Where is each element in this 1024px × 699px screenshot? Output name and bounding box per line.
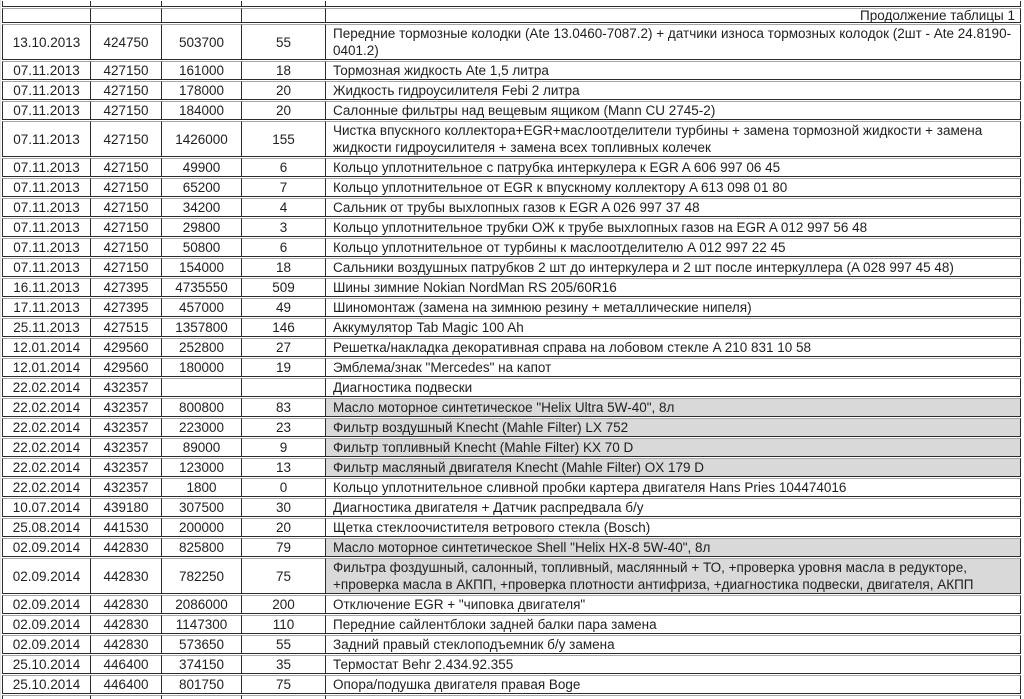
mileage-cell: 427150 bbox=[91, 198, 162, 217]
units-cell bbox=[242, 695, 326, 699]
mileage-cell: 427150 bbox=[91, 258, 162, 277]
date-cell: 07.11.2013 bbox=[2, 198, 91, 217]
table-row bbox=[2, 615, 1021, 634]
table-row bbox=[2, 198, 1021, 217]
mileage-cell: 441530 bbox=[91, 518, 162, 537]
cost-cell: 573650 bbox=[162, 635, 242, 654]
units-cell: 83 bbox=[242, 398, 326, 417]
description-cell: Салонные фильтры над вещевым ящиком (Mann CU 2745-2) bbox=[326, 101, 1021, 120]
table-row bbox=[2, 338, 1021, 357]
table-row bbox=[2, 61, 1021, 80]
cost-cell: 825800 bbox=[162, 538, 242, 557]
cost-cell: 307500 bbox=[162, 498, 242, 517]
table-row bbox=[2, 518, 1021, 537]
description-cell: Передние сайлентблоки задней балки пара замена bbox=[326, 615, 1021, 634]
date-cell: 02.09.2014 bbox=[2, 558, 91, 594]
units-cell: 19 bbox=[242, 358, 326, 377]
units-cell: 20 bbox=[242, 81, 326, 100]
cost-cell: 50800 bbox=[162, 238, 242, 257]
date-cell: 22.02.2014 bbox=[2, 398, 91, 417]
mileage-cell bbox=[91, 695, 162, 699]
mileage-cell: 429560 bbox=[91, 338, 162, 357]
date-cell: 02.09.2014 bbox=[2, 615, 91, 634]
table-row bbox=[2, 178, 1021, 197]
mileage-cell: 442830 bbox=[91, 558, 162, 594]
mileage-cell: 432357 bbox=[91, 438, 162, 457]
description-cell: Чистка впускного коллектора+EGR+маслоотделители турбины + замена тормозной жидкости + замена жидкости гидроусилителя + замена всех топливных колечек bbox=[326, 121, 1021, 157]
cost-cell: 1147300 bbox=[162, 615, 242, 634]
cost-cell: 2086000 bbox=[162, 595, 242, 614]
date-cell: 07.11.2013 bbox=[2, 178, 91, 197]
description-cell: Кольцо уплотнительное трубки ОЖ к трубе выхлопных газов на EGR A 012 997 56 48 bbox=[326, 218, 1021, 237]
units-cell: 13 bbox=[242, 458, 326, 477]
units-cell: 9 bbox=[242, 438, 326, 457]
date-cell: 07.11.2013 bbox=[2, 121, 91, 157]
units-cell: 155 bbox=[242, 121, 326, 157]
table-row bbox=[2, 81, 1021, 100]
date-cell: 02.09.2014 bbox=[2, 595, 91, 614]
units-cell: 23 bbox=[242, 418, 326, 437]
cost-cell: 49900 bbox=[162, 158, 242, 177]
mileage-cell: 446400 bbox=[91, 675, 162, 694]
units-cell: 20 bbox=[242, 518, 326, 537]
mileage-cell: 427150 bbox=[91, 238, 162, 257]
units-cell: 110 bbox=[242, 615, 326, 634]
units-cell: 6 bbox=[242, 238, 326, 257]
table-row bbox=[2, 438, 1021, 457]
date-cell: 02.09.2014 bbox=[2, 538, 91, 557]
description-cell: Масло моторное синтетическое "Helix Ultra 5W-40", 8л bbox=[326, 398, 1021, 417]
table-row bbox=[2, 358, 1021, 377]
mileage-cell: 427150 bbox=[91, 81, 162, 100]
mileage-cell: 429560 bbox=[91, 358, 162, 377]
cost-cell: 180000 bbox=[162, 358, 242, 377]
cost-cell: 29800 bbox=[162, 218, 242, 237]
date-cell: 07.11.2013 bbox=[2, 81, 91, 100]
cost-cell: 1800 bbox=[162, 478, 242, 497]
description-cell: Сальники воздушных патрубков 2 шт до интеркулера и 2 шт после интеркуллера (A 028 997 45 48) bbox=[326, 258, 1021, 277]
cost-cell bbox=[162, 1, 242, 7]
date-cell: 25.11.2013 bbox=[2, 318, 91, 337]
description-cell: Фильтра фоздушный, салонный, топливный, маслянный + ТО, +проверка уровня масла в редукторе, +проверка масла в АКПП, +проверка плотности антифриза, +диагностика подвески, двигателя, АКПП bbox=[326, 558, 1021, 594]
cost-cell: 200000 bbox=[162, 518, 242, 537]
units-cell: 200 bbox=[242, 595, 326, 614]
units-cell: 18 bbox=[242, 61, 326, 80]
description-cell: Опора/подушка двигателя правая Boge bbox=[326, 675, 1021, 694]
units-cell: 75 bbox=[242, 558, 326, 594]
mileage-cell: 427150 bbox=[91, 61, 162, 80]
cost-cell: 89000 bbox=[162, 438, 242, 457]
date-cell: 22.02.2014 bbox=[2, 378, 91, 397]
mileage-cell: 427515 bbox=[91, 318, 162, 337]
date-cell: 07.11.2013 bbox=[2, 218, 91, 237]
date-cell: 25.10.2014 bbox=[2, 655, 91, 674]
description-cell: Фильтр воздушный Knecht (Mahle Filter) LX 752 bbox=[326, 418, 1021, 437]
cost-cell: 178000 bbox=[162, 81, 242, 100]
cost-cell: 782250 bbox=[162, 558, 242, 594]
date-cell: 22.02.2014 bbox=[2, 418, 91, 437]
date-cell bbox=[2, 695, 91, 699]
date-cell bbox=[2, 1, 91, 7]
cost-cell: 800800 bbox=[162, 398, 242, 417]
units-cell: 146 bbox=[242, 318, 326, 337]
description-cell: Передние тормозные колодки (Ate 13.0460-7087.2) + датчики износа тормозных колодок (2шт - Ate 24.8190-0401.2) bbox=[326, 24, 1021, 60]
date-cell bbox=[2, 8, 91, 23]
mileage-cell: 432357 bbox=[91, 418, 162, 437]
units-cell: 0 bbox=[242, 478, 326, 497]
date-cell: 07.11.2013 bbox=[2, 238, 91, 257]
units-cell: 509 bbox=[242, 278, 326, 297]
date-cell: 02.09.2014 bbox=[2, 635, 91, 654]
cost-cell: 184000 bbox=[162, 101, 242, 120]
cost-cell: 161000 bbox=[162, 61, 242, 80]
cost-cell: 801750 bbox=[162, 675, 242, 694]
cost-cell: 503700 bbox=[162, 24, 242, 60]
table-row bbox=[2, 258, 1021, 277]
date-cell: 07.11.2013 bbox=[2, 101, 91, 120]
table-row bbox=[2, 655, 1021, 674]
table-row-partial-bottom bbox=[2, 695, 1021, 699]
units-cell: 27 bbox=[242, 338, 326, 357]
mileage-cell: 427150 bbox=[91, 178, 162, 197]
description-cell: Фильтр масляный двигателя Knecht (Mahle Filter) OX 179 D bbox=[326, 458, 1021, 477]
date-cell: 17.11.2013 bbox=[2, 298, 91, 317]
units-cell: 7 bbox=[242, 178, 326, 197]
continuation-label: Продолжение таблицы 1 bbox=[326, 8, 1021, 23]
mileage-cell: 442830 bbox=[91, 538, 162, 557]
table-row bbox=[2, 298, 1021, 317]
date-cell: 12.01.2014 bbox=[2, 358, 91, 377]
table-row bbox=[2, 24, 1021, 60]
units-cell: 3 bbox=[242, 218, 326, 237]
mileage-cell: 427150 bbox=[91, 121, 162, 157]
cost-cell bbox=[162, 378, 242, 397]
description-cell: Сальник от трубы выхлопных газов к EGR A 026 997 37 48 bbox=[326, 198, 1021, 217]
mileage-cell: 427395 bbox=[91, 278, 162, 297]
date-cell: 07.11.2013 bbox=[2, 158, 91, 177]
table-row bbox=[2, 478, 1021, 497]
mileage-cell: 432357 bbox=[91, 378, 162, 397]
units-cell: 6 bbox=[242, 158, 326, 177]
mileage-cell: 432357 bbox=[91, 398, 162, 417]
description-cell: Шиномонтаж (замена на зимнюю резину + металлические нипеля) bbox=[326, 298, 1021, 317]
description-cell: Отключение EGR + "чиповка двигателя" bbox=[326, 595, 1021, 614]
mileage-cell: 442830 bbox=[91, 615, 162, 634]
table-row bbox=[2, 121, 1021, 157]
mileage-cell: 442830 bbox=[91, 635, 162, 654]
description-cell: Кольцо уплотнительное от турбины к маслоотделителю A 012 997 22 45 bbox=[326, 238, 1021, 257]
cost-cell: 123000 bbox=[162, 458, 242, 477]
cost-cell: 374150 bbox=[162, 655, 242, 674]
date-cell: 22.02.2014 bbox=[2, 478, 91, 497]
description-cell: Задний правый стеклоподъемник б/у замена bbox=[326, 635, 1021, 654]
description-cell bbox=[326, 1, 1021, 7]
units-cell: 49 bbox=[242, 298, 326, 317]
cost-cell: 1357800 bbox=[162, 318, 242, 337]
description-cell: Масло моторное синтетическое Shell "Helix HX-8 5W-40", 8л bbox=[326, 538, 1021, 557]
units-cell: 75 bbox=[242, 675, 326, 694]
description-cell: Эмблема/знак "Mercedes" на капот bbox=[326, 358, 1021, 377]
mileage-cell: 442830 bbox=[91, 595, 162, 614]
units-cell: 30 bbox=[242, 498, 326, 517]
table-row bbox=[2, 675, 1021, 694]
table-row bbox=[2, 418, 1021, 437]
description-cell: Шины зимние Nokian NordMan RS 205/60R16 bbox=[326, 278, 1021, 297]
table-row bbox=[2, 378, 1021, 397]
description-cell: Диагностика двигателя + Датчик распредвала б/у bbox=[326, 498, 1021, 517]
date-cell: 22.02.2014 bbox=[2, 438, 91, 457]
units-cell: 4 bbox=[242, 198, 326, 217]
mileage-cell: 446400 bbox=[91, 655, 162, 674]
description-cell: Тормозная жидкость Ate 1,5 литра bbox=[326, 61, 1021, 80]
cost-cell: 4735550 bbox=[162, 278, 242, 297]
units-cell: 20 bbox=[242, 101, 326, 120]
table-row bbox=[2, 498, 1021, 517]
cost-cell bbox=[162, 8, 242, 23]
cost-cell bbox=[162, 695, 242, 699]
mileage-cell bbox=[91, 8, 162, 23]
units-cell: 55 bbox=[242, 635, 326, 654]
mileage-cell: 427150 bbox=[91, 158, 162, 177]
description-cell: Фильтр топливный Knecht (Mahle Filter) KX 70 D bbox=[326, 438, 1021, 457]
description-cell bbox=[326, 695, 1021, 699]
cost-cell: 154000 bbox=[162, 258, 242, 277]
cost-cell: 34200 bbox=[162, 198, 242, 217]
date-cell: 10.07.2014 bbox=[2, 498, 91, 517]
description-cell: Решетка/накладка декоративная справа на лобовом стекле A 210 831 10 58 bbox=[326, 338, 1021, 357]
description-cell: Термостат Behr 2.434.92.355 bbox=[326, 655, 1021, 674]
table-row bbox=[2, 635, 1021, 654]
date-cell: 25.08.2014 bbox=[2, 518, 91, 537]
table-row bbox=[2, 538, 1021, 557]
continuation-row bbox=[2, 8, 1021, 23]
description-cell: Кольцо уплотнительное сливной пробки картера двигателя Hans Pries 104474016 bbox=[326, 478, 1021, 497]
maintenance-table bbox=[2, 0, 1021, 699]
table-row bbox=[2, 101, 1021, 120]
table-row bbox=[2, 218, 1021, 237]
mileage-cell: 432357 bbox=[91, 478, 162, 497]
description-cell: Аккумулятор Tab Magic 100 Ah bbox=[326, 318, 1021, 337]
date-cell: 12.01.2014 bbox=[2, 338, 91, 357]
date-cell: 16.11.2013 bbox=[2, 278, 91, 297]
table-row bbox=[2, 238, 1021, 257]
units-cell: 18 bbox=[242, 258, 326, 277]
mileage-cell: 432357 bbox=[91, 458, 162, 477]
table-row bbox=[2, 595, 1021, 614]
cost-cell: 252800 bbox=[162, 338, 242, 357]
table-row bbox=[2, 158, 1021, 177]
mileage-cell bbox=[91, 1, 162, 7]
description-cell: Кольцо уплотнительное от EGR к впускному коллектору A 613 098 01 80 bbox=[326, 178, 1021, 197]
table-row bbox=[2, 398, 1021, 417]
table-row bbox=[2, 278, 1021, 297]
date-cell: 13.10.2013 bbox=[2, 24, 91, 60]
mileage-cell: 427150 bbox=[91, 101, 162, 120]
units-cell bbox=[242, 8, 326, 23]
table-row-partial-top bbox=[2, 1, 1021, 7]
table-row bbox=[2, 558, 1021, 594]
cost-cell: 1426000 bbox=[162, 121, 242, 157]
table-row bbox=[2, 458, 1021, 477]
description-cell: Кольцо уплотнительное с патрубка интеркулера к EGR A 606 997 06 45 bbox=[326, 158, 1021, 177]
units-cell bbox=[242, 378, 326, 397]
description-cell: Жидкость гидроусилителя Febi 2 литра bbox=[326, 81, 1021, 100]
mileage-cell: 427150 bbox=[91, 218, 162, 237]
date-cell: 22.02.2014 bbox=[2, 458, 91, 477]
description-cell: Щетка стеклоочистителя ветрового стекла (Bosch) bbox=[326, 518, 1021, 537]
date-cell: 07.11.2013 bbox=[2, 61, 91, 80]
units-cell: 35 bbox=[242, 655, 326, 674]
cost-cell: 65200 bbox=[162, 178, 242, 197]
description-cell: Диагностика подвески bbox=[326, 378, 1021, 397]
date-cell: 07.11.2013 bbox=[2, 258, 91, 277]
mileage-cell: 427395 bbox=[91, 298, 162, 317]
mileage-cell: 424750 bbox=[91, 24, 162, 60]
units-cell bbox=[242, 1, 326, 7]
cost-cell: 457000 bbox=[162, 298, 242, 317]
date-cell: 25.10.2014 bbox=[2, 675, 91, 694]
units-cell: 55 bbox=[242, 24, 326, 60]
cost-cell: 223000 bbox=[162, 418, 242, 437]
table-row bbox=[2, 318, 1021, 337]
units-cell: 79 bbox=[242, 538, 326, 557]
mileage-cell: 439180 bbox=[91, 498, 162, 517]
